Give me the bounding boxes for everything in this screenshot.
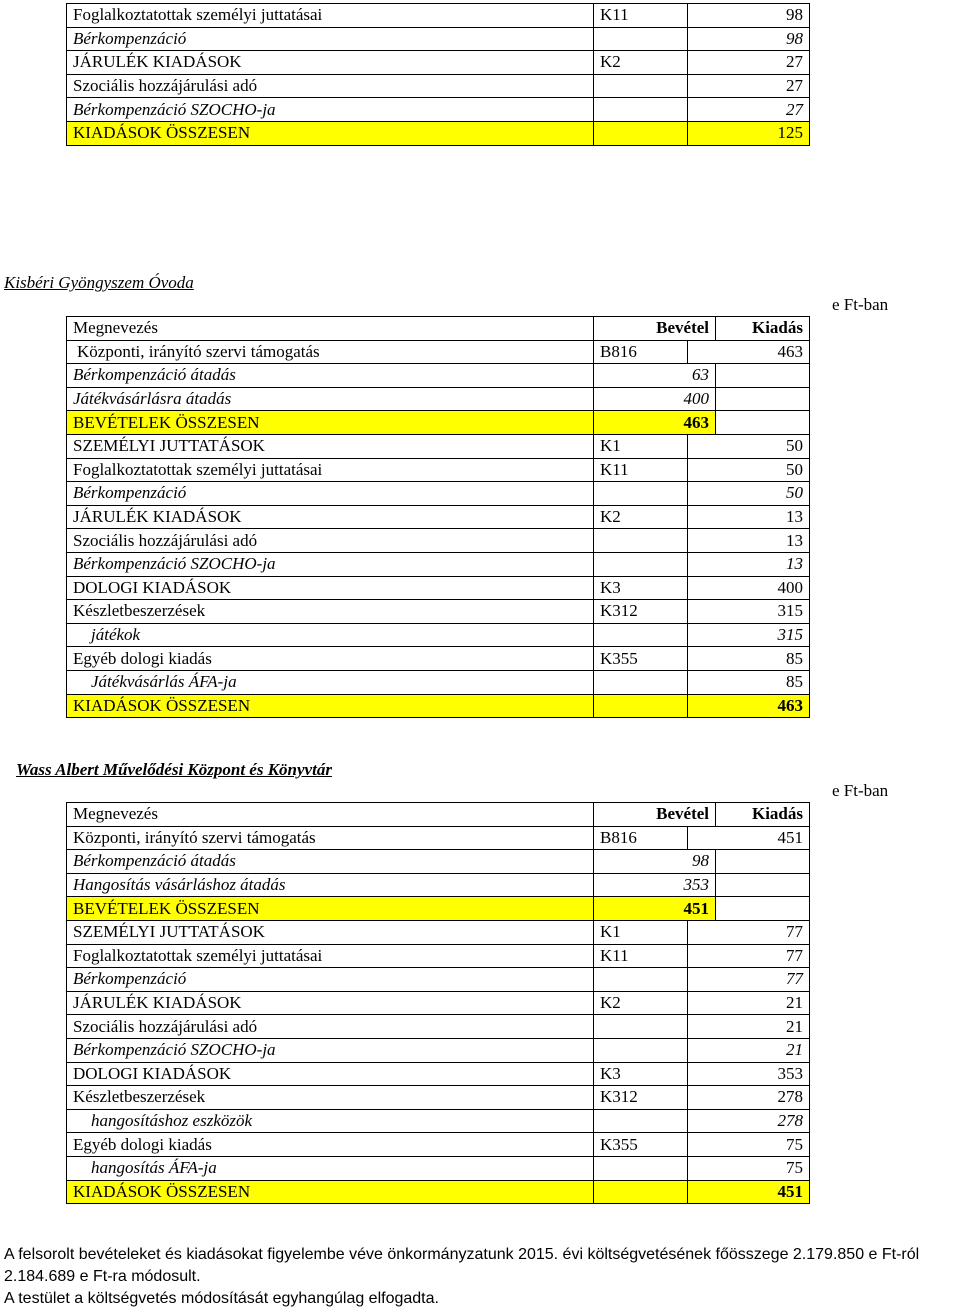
row-name: Szociális hozzájárulási adó: [67, 74, 594, 98]
table-row: [67, 434, 810, 458]
table-row: [67, 647, 810, 671]
row-value: 98: [688, 4, 810, 28]
row-value: 85: [688, 647, 810, 671]
row-name: Bérkompenzáció: [67, 482, 594, 506]
row-code: K2: [594, 991, 688, 1015]
header-name: Megnevezés: [67, 317, 594, 341]
row-name: DOLOGI KIADÁSOK: [67, 576, 594, 600]
row-name: Bérkompenzáció átadás: [67, 850, 594, 874]
row-value: 63: [594, 364, 716, 388]
row-value: 75: [688, 1133, 810, 1157]
empty-cell: [716, 897, 810, 921]
row-code: K2: [594, 51, 688, 75]
row-name: Készletbeszerzések: [67, 600, 594, 624]
total-row: [67, 897, 810, 921]
row-name: Szociális hozzájárulási adó: [67, 529, 594, 553]
row-value: 77: [688, 968, 810, 992]
table-row: [67, 387, 810, 411]
table-row: [67, 1062, 810, 1086]
table-row: [67, 670, 810, 694]
total-row: [67, 694, 810, 718]
header-name: Megnevezés: [67, 803, 594, 827]
row-name: Bérkompenzáció SZOCHO-ja: [67, 552, 594, 576]
row-name: hangosítás ÁFA-ja: [67, 1156, 594, 1180]
row-code: [594, 968, 688, 992]
row-code: K3: [594, 1062, 688, 1086]
row-name: JÁRULÉK KIADÁSOK: [67, 505, 594, 529]
row-name: játékok: [67, 623, 594, 647]
table-row: [67, 552, 810, 576]
row-value: 13: [688, 552, 810, 576]
table-row: [67, 505, 810, 529]
table-row: [67, 27, 810, 51]
table-row: [67, 600, 810, 624]
table-row: [67, 51, 810, 75]
row-name: Foglalkoztatottak személyi juttatásai: [67, 4, 594, 28]
row-code: K355: [594, 647, 688, 671]
header-income: Bevétel: [594, 803, 716, 827]
row-code: B816: [594, 340, 688, 364]
row-name: hangosításhoz eszközök: [67, 1109, 594, 1133]
table-row: [67, 850, 810, 874]
row-value: 463: [594, 411, 716, 435]
row-value: 125: [688, 121, 810, 145]
table-row: [67, 1086, 810, 1110]
table-row: [67, 991, 810, 1015]
row-name: KIADÁSOK ÖSSZESEN: [67, 694, 594, 718]
row-code: [594, 670, 688, 694]
row-code: K3: [594, 576, 688, 600]
row-code: K355: [594, 1133, 688, 1157]
footer-decision: A testület a költségvetés módosítását egyhangúlag elfogadta.: [4, 1290, 439, 1307]
row-code: K11: [594, 4, 688, 28]
row-name: KIADÁSOK ÖSSZESEN: [67, 121, 594, 145]
row-name: JÁRULÉK KIADÁSOK: [67, 991, 594, 1015]
kisber-budget-table: [66, 316, 810, 718]
row-name: Játékvásárlás ÁFA-ja: [67, 670, 594, 694]
row-name: Bérkompenzáció: [67, 968, 594, 992]
row-code: [594, 27, 688, 51]
row-name: Egyéb dologi kiadás: [67, 647, 594, 671]
table-row: [67, 944, 810, 968]
row-value: 50: [688, 434, 810, 458]
row-name: Központi, irányító szervi támogatás: [67, 826, 594, 850]
row-code: [594, 694, 688, 718]
table-row: [67, 364, 810, 388]
row-code: [594, 121, 688, 145]
row-code: K312: [594, 1086, 688, 1110]
table-row: [67, 826, 810, 850]
table-row: [67, 1133, 810, 1157]
table-row: [67, 4, 810, 28]
row-value: 75: [688, 1156, 810, 1180]
row-value: 21: [688, 1038, 810, 1062]
table-row: [67, 98, 810, 122]
row-name: BEVÉTELEK ÖSSZESEN: [67, 411, 594, 435]
row-name: Játékvásárlásra átadás: [67, 387, 594, 411]
row-code: K1: [594, 920, 688, 944]
empty-cell: [716, 873, 810, 897]
row-value: 13: [688, 529, 810, 553]
section-title-kisber: Kisbéri Gyöngyszem Óvoda: [4, 273, 194, 292]
row-code: [594, 1109, 688, 1133]
row-value: 353: [594, 873, 716, 897]
row-name: SZEMÉLYI JUTTATÁSOK: [67, 920, 594, 944]
header-row: [67, 317, 810, 341]
row-code: [594, 1180, 688, 1204]
row-name: Bérkompenzáció SZOCHO-ja: [67, 98, 594, 122]
row-code: [594, 1038, 688, 1062]
empty-cell: [716, 364, 810, 388]
header-expense: Kiadás: [716, 317, 810, 341]
row-code: [594, 552, 688, 576]
table-row: [67, 920, 810, 944]
row-name: Központi, irányító szervi támogatás: [67, 340, 594, 364]
wass-budget-table: [66, 802, 810, 1204]
section-title-wass: Wass Albert Művelődési Központ és Könyvtár: [16, 760, 332, 779]
row-code: K11: [594, 458, 688, 482]
row-value: 98: [594, 850, 716, 874]
row-value: 278: [688, 1086, 810, 1110]
row-name: SZEMÉLYI JUTTATÁSOK: [67, 434, 594, 458]
row-value: 77: [688, 944, 810, 968]
row-name: Egyéb dologi kiadás: [67, 1133, 594, 1157]
table-row: [67, 968, 810, 992]
row-code: [594, 1156, 688, 1180]
row-value: 353: [688, 1062, 810, 1086]
total-row: [67, 411, 810, 435]
unit-label: e Ft-ban: [832, 295, 889, 314]
row-value: 315: [688, 600, 810, 624]
row-value: 50: [688, 482, 810, 506]
row-value: 315: [688, 623, 810, 647]
table-row: [67, 458, 810, 482]
table-row: [67, 576, 810, 600]
table-row: [67, 482, 810, 506]
row-name: JÁRULÉK KIADÁSOK: [67, 51, 594, 75]
empty-cell: [716, 850, 810, 874]
row-code: [594, 482, 688, 506]
row-name: DOLOGI KIADÁSOK: [67, 1062, 594, 1086]
table-row: [67, 1156, 810, 1180]
table-row: [67, 623, 810, 647]
row-name: Bérkompenzáció: [67, 27, 594, 51]
row-name: BEVÉTELEK ÖSSZESEN: [67, 897, 594, 921]
row-value: 21: [688, 1015, 810, 1039]
top-budget-table: [66, 3, 810, 146]
row-value: 77: [688, 920, 810, 944]
table-row: [67, 873, 810, 897]
row-name: Készletbeszerzések: [67, 1086, 594, 1110]
row-name: Bérkompenzáció SZOCHO-ja: [67, 1038, 594, 1062]
table-row: [67, 1015, 810, 1039]
row-value: 27: [688, 51, 810, 75]
row-code: B816: [594, 826, 688, 850]
row-code: [594, 98, 688, 122]
footer-paragraph: A felsorolt bevételeket és kiadásokat figyelembe véve önkormányzatunk 2015. évi költségvetésének főösszege 2.179.850 e Ft-ról 2.184.689 e Ft-ra módosult.: [4, 1246, 920, 1285]
row-name: Szociális hozzájárulási adó: [67, 1015, 594, 1039]
row-value: 400: [594, 387, 716, 411]
empty-cell: [716, 411, 810, 435]
row-code: K2: [594, 505, 688, 529]
row-code: [594, 623, 688, 647]
row-name: Foglalkoztatottak személyi juttatásai: [67, 944, 594, 968]
header-row: [67, 803, 810, 827]
row-code: [594, 529, 688, 553]
table-row: [67, 340, 810, 364]
row-name: Foglalkoztatottak személyi juttatásai: [67, 458, 594, 482]
header-income: Bevétel: [594, 317, 716, 341]
row-value: 13: [688, 505, 810, 529]
row-code: [594, 1015, 688, 1039]
row-value: 451: [594, 897, 716, 921]
row-value: 400: [688, 576, 810, 600]
header-expense: Kiadás: [716, 803, 810, 827]
row-code: K1: [594, 434, 688, 458]
row-code: K312: [594, 600, 688, 624]
row-name: Bérkompenzáció átadás: [67, 364, 594, 388]
row-code: [594, 74, 688, 98]
row-value: 98: [688, 27, 810, 51]
table-row: [67, 1038, 810, 1062]
row-value: 463: [688, 694, 810, 718]
row-value: 278: [688, 1109, 810, 1133]
unit-label: e Ft-ban: [832, 781, 889, 800]
row-value: 27: [688, 74, 810, 98]
total-row: [67, 121, 810, 145]
row-name: Hangosítás vásárláshoz átadás: [67, 873, 594, 897]
row-value: 27: [688, 98, 810, 122]
row-value: 451: [688, 1180, 810, 1204]
row-value: 451: [688, 826, 810, 850]
row-value: 463: [688, 340, 810, 364]
row-value: 21: [688, 991, 810, 1015]
row-value: 50: [688, 458, 810, 482]
table-row: [67, 74, 810, 98]
total-row: [67, 1180, 810, 1204]
row-value: 85: [688, 670, 810, 694]
table-row: [67, 1109, 810, 1133]
table-row: [67, 529, 810, 553]
row-code: K11: [594, 944, 688, 968]
empty-cell: [716, 387, 810, 411]
row-name: KIADÁSOK ÖSSZESEN: [67, 1180, 594, 1204]
